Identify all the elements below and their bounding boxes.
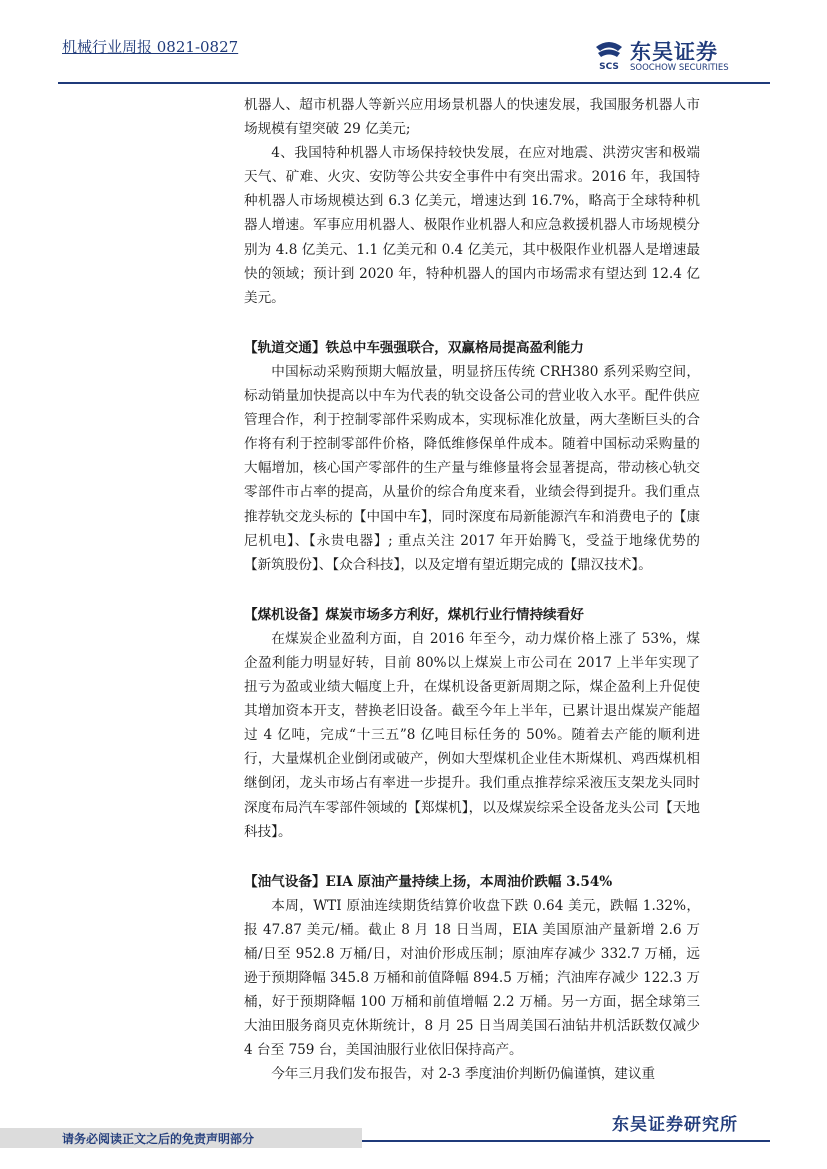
paragraph: 机器人、超市机器人等新兴应用场景机器人的快速发展，我国服务机器人市场规模有望突破 29 亿美元; bbox=[244, 97, 700, 138]
footer-institute: 东吴证券研究所 bbox=[612, 1115, 738, 1135]
section-heading-rail-transit: 【轨道交通】铁总中车强强联合，双赢格局提高盈利能力 bbox=[244, 339, 584, 356]
paragraph: 4、我国特种机器人市场保持较快发展，在应对地震、洪涝灾害和极端天气、矿难、火灾、安防等公共安全事件中有突出需求。2016 年，我国特种机器人市场规模达到 6.3 亿美元，增速达到 16.7%，略高于全球特种机器人增速。军事应用机器人、极限作业机器人和应急救援机器人市场规模分别为 4.8 亿美元、1.1 亿美元和 0.4 亿美元，其中极限作业机器人是增速最快的领域；预计到 2020 年，特种机器人的国内市场需求有望达到 12.4 亿美元。 bbox=[244, 145, 700, 306]
logo-text-cn: 东吴证券 bbox=[630, 40, 718, 64]
footer-disclaimer: 请务必阅读正文之后的免责声明部分 bbox=[62, 1132, 255, 1146]
report-body bbox=[244, 93, 700, 1087]
paragraph: 中国标动采购预期大幅放量，明显挤压传统 CRH380 系列采购空间，标动销量加快提高以中车为代表的轨交设备公司的营业收入水平。配件供应管理合作，利于控制零部件采购成本，实现标准化放量，两大垄断巨头的合作将有利于控制零部件价格，降低维修保单件成本。随着中国标动采购量的大幅增加，核心国产零部件的生产量与维修量将会显著提高，带动核心轨交零部件市占率的提高，从量价的综合角度来看，业绩会得到提升。我们重点推荐轨交龙头标的【中国中车】，同时深度布局新能源汽车和消费电子的【康尼机电】、【永贵电器】; 重点关注 2017 年开始腾飞，受益于地缘优势的【新筑股份】、【众合科技】，以及定增有望近期完成的【鼎汉技术】。 bbox=[244, 363, 700, 573]
paragraph: 在煤炭企业盈利方面，自 2016 年至今，动力煤价格上涨了 53%，煤企盈利能力明显好转，目前 80%以上煤炭上市公司在 2017 上半年实现了扭亏为盈或业绩大幅度上升，在煤机设备更新周期之际，煤企盈利上升促使其增加资本开支，替换老旧设备。截至今年上半年，已累计退出煤炭产能超过 4 亿吨，完成“十三五”8 亿吨目标任务的 50%。随着去产能的顺利进行，大量煤机企业倒闭或破产，例如大型煤机企业佳木斯煤机、鸡西煤机相继倒闭，龙头市场占有率进一步提升。我们重点推荐综采液压支架龙头同时深度布局汽车零部件领域的【郑煤机】，以及煤炭综采全设备龙头公司【天地科技】。 bbox=[244, 630, 700, 840]
header-divider bbox=[58, 82, 770, 84]
report-title: 机械行业周报 0821-0827 bbox=[62, 38, 239, 56]
soochow-logo-icon bbox=[592, 37, 626, 71]
paragraph: 本周，WTI 原油连续期货结算价收盘下跌 0.64 美元，跌幅 1.32%，报 47.87 美元/桶。截止 8 月 18 日当周，EIA 美国原油产量新增 2.6 万桶/日至 952.8 万桶/日，对油价形成压制；原油库存减少 332.7 万桶，远逊于预期降幅 345.8 万桶和前值降幅 894.5 万桶；汽油库存减少 122.3 万桶，好于预期降幅 100 万桶和前值增幅 2.2 万桶。另一方面，据全球第三大油田服务商贝克休斯统计，8 月 25 日当周美国石油钻井机活跃数仅减少 4 台至 759 台，美国油服行业依旧保持高产。 bbox=[244, 897, 700, 1059]
section-heading-coal-machinery: 【煤机设备】煤炭市场多方利好，煤机行业行情持续看好 bbox=[244, 606, 584, 623]
brand-logo bbox=[592, 36, 767, 76]
paragraph: 今年三月我们发布报告，对 2-3 季度油价判断仍偏谨慎，建议重 bbox=[271, 1066, 656, 1083]
logo-mark-text: SCS bbox=[599, 62, 619, 71]
section-heading-oil-gas: 【油气设备】EIA 原油产量持续上扬，本周油价跌幅 3.54% bbox=[244, 873, 613, 890]
footer-divider bbox=[362, 1140, 770, 1142]
logo-text-en: SOOCHOW SECURITIES bbox=[630, 63, 729, 73]
